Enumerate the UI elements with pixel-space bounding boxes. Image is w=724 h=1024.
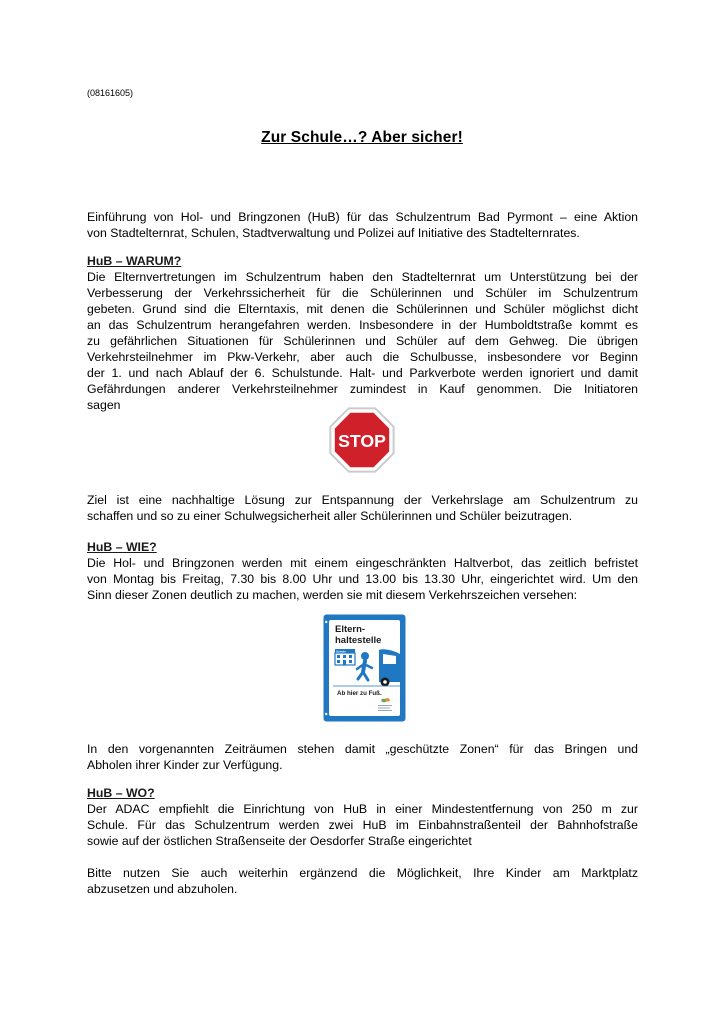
warum-line: der 1. und nach Ablauf der 6. Schulstunde. Halt- und Parkverbote werden ignoriert und damit: [87, 366, 638, 380]
sign-school-label: Schule: [336, 649, 346, 654]
wie-conclusion-line: In den vorgenannten Zeiträumen stehen damit „geschützte Zonen“ für das Bringen und: [87, 742, 638, 756]
warum-line: Gefährdungen anderer Verkehrsteilnehmer zumindest in Kauf genommen. Die Initiatoren: [87, 382, 638, 396]
warum-conclusion-line: Ziel ist eine nachhaltige Lösung zur Entspannung der Verkehrslage am Schulzentrum zu: [87, 493, 638, 507]
wie-conclusion: [87, 741, 638, 773]
wo-line: Der ADAC empfiehlt die Einrichtung von HuB in einer Mindestentfernung von 250 m zur: [87, 802, 638, 816]
closing-line: abzusetzen und abzuholen.: [87, 882, 238, 896]
warum-line: an das Schulzentrum herangefahren werden. Insbesondere in der Humboldtstraße kommt es: [87, 318, 638, 332]
section-heading-wie: HuB – WIE?: [87, 540, 157, 554]
stop-sign-text: STOP: [338, 430, 386, 451]
warum-conclusion-line: schaffen und so zu einer Schulwegsicherheit aller Schülerinnen und Schüler beizutragen.: [87, 509, 573, 523]
intro-line: von Stadtelternrat, Schulen, Stadtverwaltung und Polizei auf Initiative des Stadtelternrates.: [87, 226, 580, 240]
warum-line: zu gefährlichen Situationen für Schülerinnen und Schüler auf dem Gehweg. Die übrigen: [87, 334, 638, 348]
section-heading-warum: HuB – WARUM?: [87, 254, 182, 268]
section-warum: [87, 253, 638, 413]
warum-line: Verbesserung der Verkehrssicherheit für die Schülerinnen und Schüler im Schulzentrum: [87, 286, 638, 300]
sign-title-line2: haltestelle: [335, 635, 382, 646]
intro-line: Einführung von Hol- und Bringzonen (HuB) für das Schulzentrum Bad Pyrmont – eine Aktion: [87, 210, 638, 224]
section-heading-wo: HuB – WO?: [87, 786, 155, 800]
warum-line: sagen: [87, 398, 121, 412]
closing-paragraph: [87, 865, 638, 897]
elternhaltestelle-sign-image: [323, 614, 406, 722]
wo-line: Schule. Für das Schulzentrum werden zwei HuB im Einbahnstraßenteil der Bahnhofstraße: [87, 818, 638, 832]
wo-line: sowie auf der östlichen Straßenseite der Oesdorfer Straße eingerichtet: [87, 834, 472, 848]
intro-paragraph: [87, 209, 638, 241]
wie-conclusion-line: Abholen ihrer Kinder zur Verfügung.: [87, 758, 283, 772]
wie-line: von Montag bis Freitag, 7.30 bis 8.00 Uhr und 13.00 bis 13.30 Uhr, eingerichtet wird. Um den: [87, 572, 638, 586]
warum-line: Die Elternvertretungen im Schulzentrum haben den Stadtelternrat um Unterstützung bei der: [87, 270, 638, 284]
stop-sign-image: [328, 406, 396, 474]
warum-conclusion: [87, 492, 638, 524]
warum-line: gebeten. Grund sind die Elterntaxis, mit denen die Schülerinnen und Schüler möglichst dicht: [87, 302, 638, 316]
wie-line: Die Hol- und Bringzonen werden mit einem eingeschränkten Haltverbot, das zeitlich befristet: [87, 556, 638, 570]
wie-line: Sinn dieser Zonen deutlich zu machen, werden sie mit diesem Verkehrszeichen versehen:: [87, 588, 578, 602]
warum-line: Verkehrsteilnehmer im Pkw-Verkehr, aber auch die Schulbusse, insbesondere vor Beginn: [87, 350, 638, 364]
section-wie: [87, 539, 638, 603]
document-title: Zur Schule…? Aber sicher!: [261, 129, 463, 146]
sign-footer-text: Ab hier zu Fuß.: [337, 690, 382, 697]
document-reference: (08161605): [87, 88, 134, 98]
section-wo: [87, 785, 638, 849]
car-icon: [379, 649, 400, 686]
sign-title-line1: Eltern-: [335, 624, 366, 635]
closing-line: Bitte nutzen Sie auch weiterhin ergänzend die Möglichkeit, Ihre Kinder am Marktplatz: [87, 866, 638, 880]
